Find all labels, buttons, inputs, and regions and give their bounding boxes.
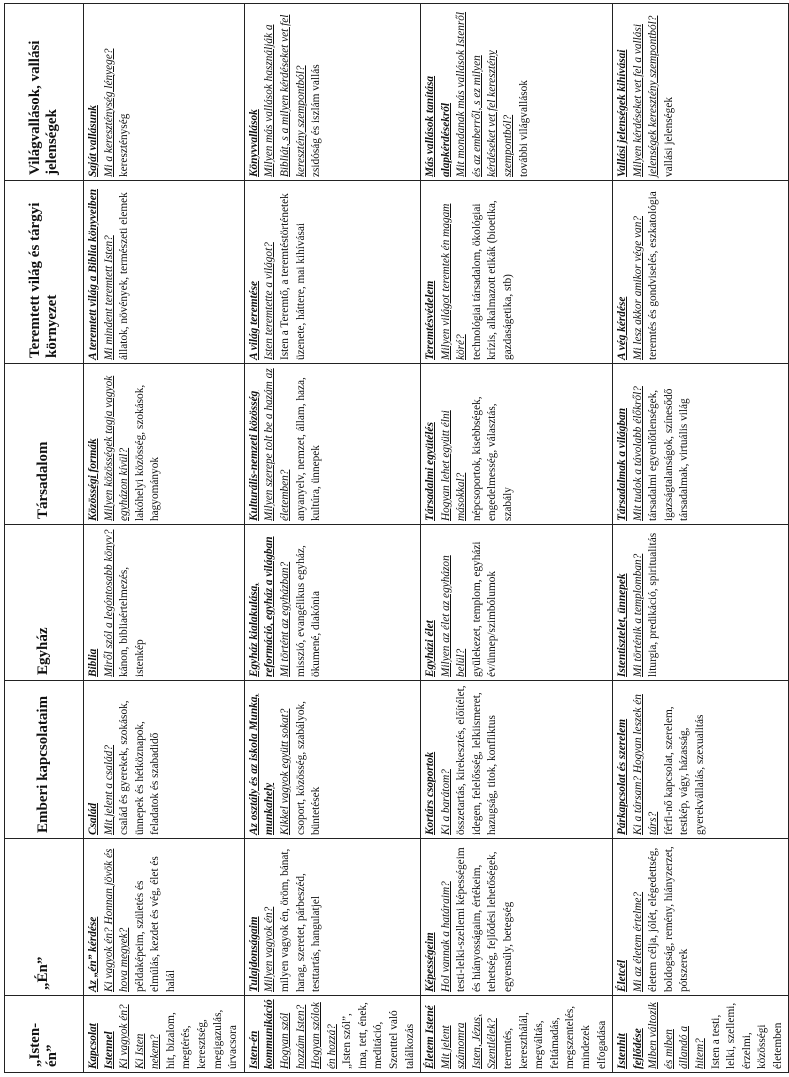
cell-question: Ki a társam? Hogyan leszek én társ?: [631, 694, 660, 835]
cell-title: Kortárs csoportok: [424, 751, 437, 835]
cell: [421, 4, 613, 181]
cell-title: Az osztály és az iskola Munka, munkahely: [247, 693, 276, 835]
cell-title: Egyház kialakulása, reformáció, egyház a világban: [247, 536, 276, 677]
cell-question: Isten teremtette a világot?: [263, 242, 276, 360]
table-row: [613, 4, 789, 1073]
cell: [244, 364, 420, 525]
cell: [84, 681, 245, 839]
cell-body: hit, bizalom, megtérés, keresztség, megigazulás, úrvacsora: [164, 1009, 240, 1069]
cell-body: család és gyerekek, szokások, ünnepek és hétköznapok, feladatok és szabadidő: [118, 700, 162, 835]
table-row: [244, 4, 420, 1073]
cell-question: Milyen az élet az egyházon belül?: [439, 555, 468, 677]
cell-title: Más vallások tanítása alapkérdésekről: [424, 75, 452, 177]
header-teremtett-vilag: Teremtett világ és tárgyi környezet: [5, 181, 84, 364]
cell-question: Miről szól a legóntosabb könyv?: [102, 529, 115, 677]
cell-body: teremtés és gondviselés, eszkatológia: [647, 191, 660, 360]
cell-title: Istenhit fejlődése: [616, 1028, 644, 1069]
cell-body: népcsoportok, kisebbségek, engedelmesség, választás, szabály: [470, 396, 515, 521]
header-en: „Én”: [5, 839, 84, 996]
cell-question: Milyen kérdéseket vet fel a vallási jelenségek keresztény szempontból?: [631, 15, 660, 177]
cell: [244, 4, 420, 181]
cell-body: összetartás, kirekesztés, előítélet, idegen, felelősség, lelkiismeret, hazugság, titok, konfliktus: [455, 685, 499, 835]
cell-question: Mi történt az egyházban?: [278, 561, 291, 677]
cell-question: Ki vagyok én? Ki Isten nekem?: [118, 1004, 162, 1069]
cell: [84, 181, 245, 364]
cell-question: Hol vannak a határaim?: [439, 881, 452, 992]
cell: [613, 525, 789, 681]
cell: [421, 839, 613, 996]
header-tarsadalom: Társadalom: [5, 364, 84, 525]
cell-title: Képességeim: [424, 932, 437, 992]
cell-body: misszió, evangélikus egyház, ökumené, diakónia: [294, 545, 323, 677]
cell-body: Isten a testi, lelki, szellemi, érzelmi, közösségi életemben: [709, 1002, 784, 1069]
cell-body: életem célja, jólét, elégedettség, boldogság, remény, hiányzerzet, pótszerek: [647, 846, 691, 992]
cell: [613, 181, 789, 364]
cell: [84, 996, 245, 1073]
cell: [244, 839, 420, 996]
cell-question: Mit jelent számomra Isten, Jézus, Szentlélek?: [439, 1014, 499, 1069]
cell-title: Kulturális-nemzeti közösség: [247, 390, 260, 521]
cell-title: Közösségi formák: [87, 438, 99, 521]
curriculum-table: [4, 3, 789, 1073]
cell: [613, 996, 789, 1073]
cell-question: Mi történik a templomban?: [631, 553, 644, 677]
cell-title: A teremtett világ a Biblia könyveiben: [87, 188, 99, 360]
cell-question: Milyen vagyok én?: [263, 906, 276, 992]
cell-question: Mit jelent a család?: [102, 744, 115, 835]
cell: [244, 525, 420, 681]
cell-body: zsidóság és iszlám vallás: [310, 64, 323, 177]
cell-title: Saját vallásunk: [87, 105, 99, 177]
cell: [421, 996, 613, 1073]
cell: [84, 839, 245, 996]
cell-title: Kapcsolat Istennel: [87, 1023, 115, 1069]
cell: [421, 681, 613, 839]
cell-body: liturgia, predikáció, spiritualitás: [647, 532, 660, 677]
cell-title: Család: [87, 802, 99, 835]
cell-title: Életem Istené: [424, 1005, 437, 1069]
cell: [84, 4, 245, 181]
cell-title: Biblia: [87, 648, 99, 677]
cell-body: további világvallások: [517, 80, 530, 177]
cell-question: Mi a kereszténység lényege?: [102, 48, 115, 177]
cell-body: kereszténység: [118, 113, 131, 177]
cell-title: Istentisztelet, ünnepek: [616, 573, 629, 677]
cell-question: Hogyan szól hozzám Isten? Hogyan szólok én hozzá?: [278, 1002, 338, 1069]
cell: [421, 364, 613, 525]
cell-question: Ki a barátom?: [439, 769, 452, 835]
cell-body: testi-lelki-szellemi képességeim és hiányosságaim, értékeim, tehetség, fejlődési lehetőségek, egyensúly, betegség: [455, 847, 515, 992]
cell-title: Tulajdonságaim: [247, 916, 260, 992]
cell-body: „Isten szól”, ima, tett, ének, meditáció, Szenttel való találkozás: [341, 1002, 416, 1069]
cell-title: Társadalmak a világban: [616, 408, 629, 521]
cell-question: Hogyan lehet együtt élni másokkal?: [439, 410, 468, 521]
table-row: [84, 4, 245, 1073]
cell-title: A vég kérdése: [616, 296, 629, 360]
cell-body: állatok, növények, természeti elemek: [118, 192, 131, 360]
header-egyhaz: Egyház: [5, 525, 84, 681]
cell-body: anyanyelv, nemzet, állam, haza, kultúra, ünnepek: [294, 377, 323, 521]
cell-body: gyülekezet, templom, egyházi év/ünnep/szimbólumok: [470, 541, 499, 677]
header-emberi-kapcsolataim: Emberi kapcsolataim: [5, 681, 84, 839]
cell: [84, 364, 245, 525]
cell-question: Milyen világot teremtek én magam köré?: [439, 203, 468, 360]
cell: [421, 525, 613, 681]
cell-title: Párkapcsolat és szerelem: [616, 718, 629, 835]
cell-title: Könyvvallások: [247, 109, 260, 177]
cell: [421, 181, 613, 364]
cell-body: társadalmi egyenlőtlenségek, igazságtalanságok, színesődő társadalmak, virtuális világ: [647, 388, 691, 521]
cell-body: példaképeim, születés és elmúlás, kezdet és vég, élet és halál: [133, 856, 177, 992]
cell-body: csoport, közösség, szabályok, büntetések: [294, 701, 323, 835]
cell-title: Teremtésvédelem: [424, 280, 437, 360]
cell-body: technológiai társadalom, ökológiai krízis, alkalmazott etikák (bioetika, gazdaságetika, stb): [470, 200, 515, 360]
cell: [244, 681, 420, 839]
cell-question: Milyen szerepe tolt be a hazám az életemben?: [263, 368, 291, 521]
cell-question: Ki vagyok én? Honnan jövök és hova megyek?: [102, 848, 131, 992]
header-vilagvallasok: Világvallások, vallási jelenségek: [5, 4, 84, 181]
cell-title: Isten-én kommunikáció: [247, 999, 276, 1069]
cell: [244, 996, 420, 1073]
cell-title: Társadalmi együtélés: [424, 422, 437, 521]
cell-question: Mi az életem értelme?: [631, 891, 644, 992]
cell-question: Mit mondanak más vallások Istenről és az emberről, s ez milyen kérdéseket vet fel keresztény szempontból?: [455, 11, 515, 177]
cell-question: Milyen közösségek tagja vagyok egyházon kívül?: [102, 375, 131, 521]
cell-body: férfi-nő kapcsolat, szerelem, testkép, vágy, házasság, gyerekvállalás, szexualitás: [662, 706, 706, 835]
cell: [613, 681, 789, 839]
cell: [244, 181, 420, 364]
cell: [613, 839, 789, 996]
cell-question: Kikkel vagyok együtt sokat?: [278, 708, 291, 835]
cell-body: milyen vagyok én, öröm, bánat, harag, szeretet, párbeszéd, testtartás, hangulatjel: [278, 848, 323, 992]
cell-title: A világ teremtése: [247, 280, 260, 360]
cell: [613, 364, 789, 525]
header-row: [5, 4, 84, 1073]
header-isten-en: „Isten-én”: [5, 996, 84, 1073]
cell-body: teremtés, kereszthálál, megváltás, feltámadás, megszentelés, mindezek elfogadása: [502, 1005, 608, 1069]
cell-question: Miben változik és miben állandó a hitem?: [647, 1002, 706, 1069]
cell-title: Egyházi élet: [424, 620, 437, 677]
cell-question: Mi mindent teremtett Isten?: [102, 235, 115, 360]
cell: [84, 525, 245, 681]
cell-body: kánon, bibliaértelmezés, istenkép: [118, 566, 146, 677]
table-row: [421, 4, 613, 1073]
cell-question: Mi lesz akkor amikor vége van?: [631, 216, 644, 360]
cell-body: Isten a Teremtő, a teremtéstörténetek üzenete, háttere, mai kihívásai: [278, 193, 307, 360]
cell-title: Vallási jelenségek kihívásai: [616, 49, 629, 177]
cell-title: Életcél: [616, 960, 629, 992]
cell-title: Az „én” kérdése: [87, 916, 99, 992]
cell-body: vallási jelenségek: [662, 97, 675, 177]
cell: [613, 4, 789, 181]
cell-body: lakóhelyi közösség, szokások, hagyományok: [133, 384, 162, 521]
cell-question: Milyen más vallások használják a Bibliát, s a milyen kérdéseket vet fel keresztény szempontból?: [263, 14, 307, 177]
cell-question: Mit tudok a távolabb élőkről?: [631, 386, 644, 521]
